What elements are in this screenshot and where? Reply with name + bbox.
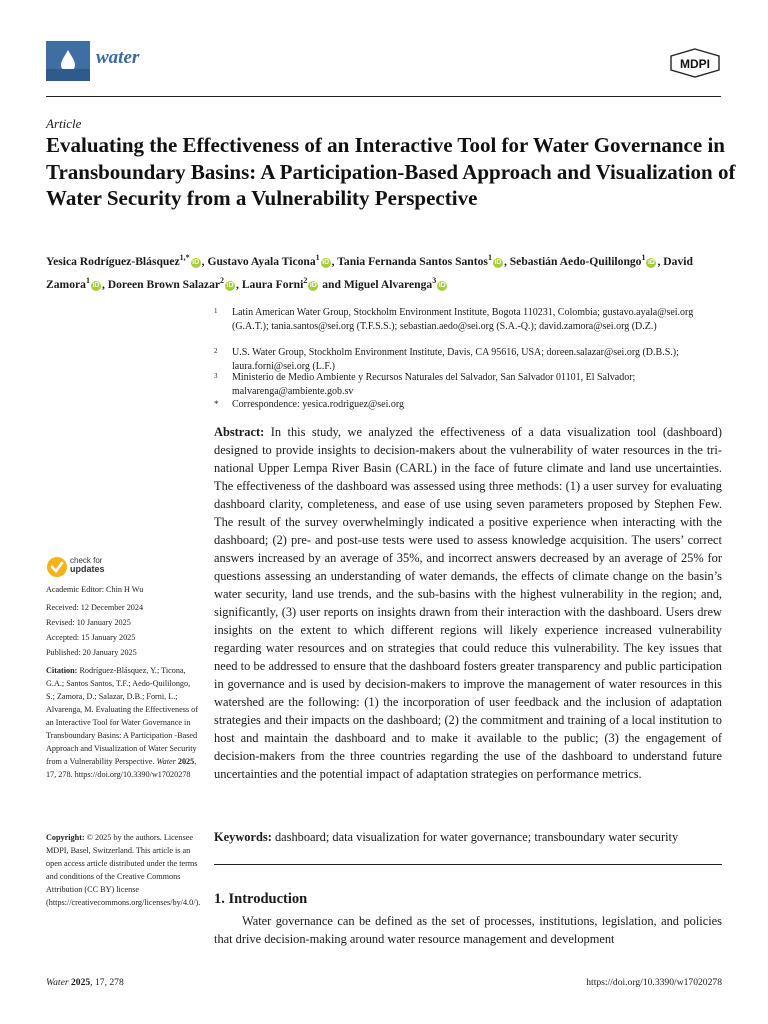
author-affiliation: 1	[641, 253, 646, 262]
affiliation-number: *	[214, 399, 219, 409]
author-name: Doreen Brown Salazar	[107, 277, 221, 291]
author-separator: ,	[503, 254, 510, 268]
affiliation-number: 3	[214, 372, 218, 380]
journal-name: water	[96, 47, 140, 68]
received-date: Received: 12 December 2024	[46, 603, 144, 612]
copyright-label: Copyright:	[46, 833, 85, 842]
affiliation-number: 2	[214, 347, 218, 355]
author-name: Tania Fernanda Santos Santos	[337, 254, 488, 268]
water-drop-icon	[46, 41, 90, 81]
keywords-text: dashboard; data visualization for water governance; transboundary water security	[274, 830, 679, 844]
author-separator: ,	[201, 254, 208, 268]
abstract	[214, 423, 722, 783]
keywords-label: Keywords:	[214, 830, 272, 844]
affiliation-text: Latin American Water Group, Stockholm Environment Institute, Bogota 110231, Colombia; gustavo.ayala@sei.org (G.A.T.); tania.santos@sei.org (T.F.S.S.); sebastian.aedo@sei.org (S.A.-Q.); david.zamora@sei.org (D.Z.)	[232, 307, 694, 332]
citation-year: 2025	[177, 757, 195, 766]
check-label-line2: updates	[70, 564, 105, 574]
section-rule	[214, 864, 722, 865]
orcid-icon[interactable]: iD	[192, 258, 200, 266]
journal-logo	[46, 41, 90, 81]
revised-date: Revised: 10 January 2025	[46, 618, 131, 627]
footer-citation	[46, 977, 124, 988]
author-name: David Zamora	[46, 254, 693, 291]
check-for-updates-link[interactable]	[70, 556, 105, 574]
orcid-icon[interactable]: iD	[309, 281, 317, 289]
publisher-name: MDPI	[680, 57, 710, 71]
footer-journal: Water	[46, 977, 69, 988]
copyright	[46, 831, 201, 909]
citation-label: Citation:	[46, 666, 78, 675]
orcid-icon[interactable]: iD	[322, 258, 330, 266]
keywords	[214, 828, 722, 846]
check-label-line1: check for	[70, 556, 103, 565]
section-heading: 1. Introduction	[214, 891, 308, 907]
author-name: Gustavo Ayala Ticona	[207, 254, 316, 268]
author-list	[46, 248, 736, 294]
article-type: Article	[46, 116, 82, 131]
affiliation-text: Correspondence: yesica.rodriguez@sei.org	[232, 399, 405, 410]
footer-doi-link[interactable]: https://doi.org/10.3390/w17020278	[586, 977, 722, 988]
abstract-text: In this study, we analyzed the effectiveness of a data visualization tool (dashboard) designed to provide insights to decision-makers about the vulnerability of water resources in the tri-national Upper Lempa River Basin (CARL) in the face of future climate and land use uncertainties. The effectiveness of the dashboard was assessed using three methods: (1) a user survey for evaluating dashboard clarity, completeness, and ease of use using seven parameters proposed by Stephen Few. The result of the survey overwhelmingly indicated a positive experience when interacting with the dashboard; (2) pre- and post-use tests were used to assess knowledge acquisition. The users’ correct answers increased by an average of 35%, and incorrect answers decreased by an average of 25% for questions assessing an understanding of water demands, the effects of climate change on the basin’s water security, land use trends, and the sub-basins with the highest vulnerability in the region; and, significantly, (3) user reports on insights drawn from their interaction with the dashboard. Users drew insights on the extent to which different regions will likely experience increased vulnerability regarding water resources and on strategies that could reduce this vulnerability. The key issues that need to be addressed to ensure that the dashboard fosters greater transparency and public participation in governance and is used by decision-makers to improve the management of water resources in this watershed are the following: (1) the incorporation of user feedback and the inclusion of adaptation strategies and their impacts on the dashboard; (2) the commitment and training of a local institution to host and maintain the dashboard and to make it available to the public; (3) the engagement of decision-makers from the three countries regarding the use of the dashboard to understand future uncertainties and the potential impact of adaptation strategies on performance metrics.	[214, 425, 722, 781]
author-separator: and	[319, 277, 344, 291]
affiliation-text: U.S. Water Group, Stockholm Environment Institute, Davis, CA 95616, USA; doreen.salazar@sei.org (D.B.S.); laura.forni@sei.org (L.F.)	[232, 347, 679, 372]
affiliation-text: Ministerio de Medio Ambiente y Recursos Naturales del Salvador, San Salvador 01101, El Salvador; malvarenga@ambiente.gob.sv	[232, 372, 636, 397]
orcid-icon[interactable]: iD	[226, 281, 234, 289]
author-affiliation: 1	[487, 253, 492, 262]
header-rule	[46, 96, 721, 97]
publisher-logo	[669, 48, 721, 78]
affiliation-number: 1	[214, 307, 218, 315]
orcid-icon[interactable]: iD	[92, 281, 100, 289]
author-name: Laura Forni	[241, 277, 304, 291]
author-affiliation: 2	[303, 275, 308, 285]
author-affiliation: 1	[315, 253, 320, 262]
author-name: Sebastián Aedo-Quililongo	[509, 254, 642, 268]
section-text: Water governance can be defined as the set of processes, institutions, legislation, and policies that drive decision-making around water resource management and development	[214, 914, 722, 946]
citation-text: Rodríguez-Blásquez, Y.; Ticona, G.A.; Santos Santos, T.F.; Aedo-Quililongo, S.; Zamora, D.; Salazar, D.B.; Forni, L.; Alvarenga, M. Evaluating the Effectiveness of an Interactive Tool for Water Governance in Transboundary Basins: A Participation -Based Approach and Visualization of Water Security from a Vulnerability Perspective.	[46, 666, 198, 766]
citation-journal: Water	[156, 757, 176, 766]
author-separator: ,	[331, 254, 338, 268]
abstract-label: Abstract:	[214, 425, 265, 439]
published-date: Published: 20 January 2025	[46, 648, 137, 657]
footer-volume: , 17, 278	[90, 977, 124, 988]
author-separator: ,	[657, 254, 664, 268]
author-affiliation: 2	[220, 275, 225, 285]
orcid-icon[interactable]: iD	[647, 258, 655, 266]
citation	[46, 664, 198, 781]
accepted-date: Accepted: 15 January 2025	[46, 633, 136, 642]
footer-year: 2025	[70, 977, 91, 988]
author-name: Miguel Alvarenga	[343, 277, 433, 291]
author-affiliation: 3	[432, 275, 437, 285]
check-for-updates-icon[interactable]	[46, 556, 68, 578]
article-title: Evaluating the Effectiveness of an Interactive Tool for Water Governance in Transboundary Basins: A Participation-Based Approach and Visualization of Water Security from a Vulnerability Perspective	[46, 133, 736, 210]
orcid-icon[interactable]: iD	[494, 258, 502, 266]
orcid-icon[interactable]: iD	[438, 281, 446, 289]
author-name: Yesica Rodríguez-Blásquez	[46, 254, 180, 268]
citation-rest[interactable]: , 17, 278. https://doi.org/10.3390/w17020278	[46, 757, 197, 779]
author-affiliation: 1,*	[179, 253, 190, 262]
author-separator: ,	[101, 277, 108, 291]
academic-editor: Academic Editor: Chin H Wu	[46, 585, 144, 594]
author-separator: ,	[236, 277, 242, 291]
author-affiliation: 1	[85, 275, 90, 285]
copyright-text: © 2025 by the authors. Licensee MDPI, Basel, Switzerland. This article is an open access article distributed under the terms and conditions of the Creative Commons Attribution (CC BY) license (https://creativecommons.org/licenses/by/4.0/).	[46, 833, 201, 907]
